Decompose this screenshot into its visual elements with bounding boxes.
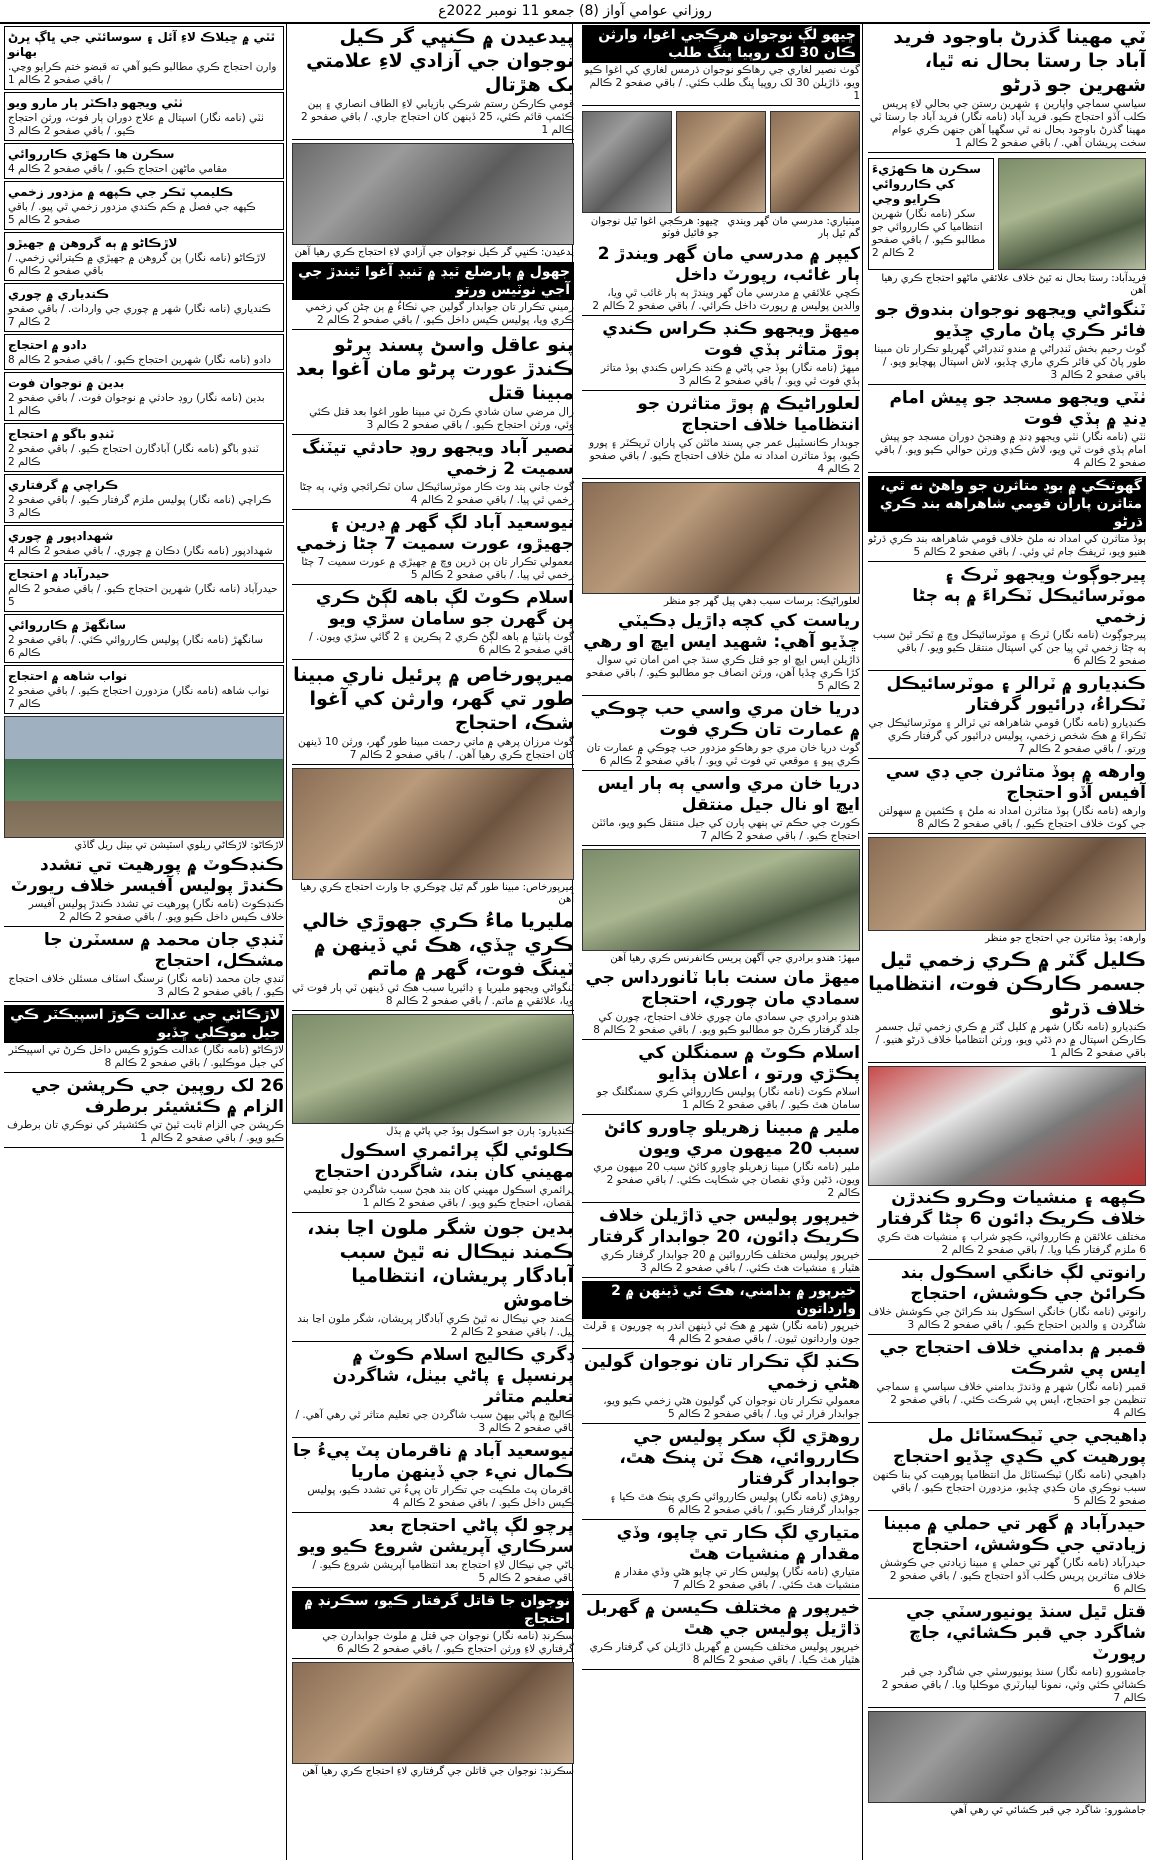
story-body: گوٺ جاني ٻند وٽ ڪار موٽرسائيڪل سان ٽڪرائجي وئي، ٻه ڄڻا زخمي ٿي پيا. / باقي صفحو 2 ڪالم 4 <box>299 481 574 506</box>
headline: دريا خان مري واسي حب چوڪي ۾ عمارت تان ڪري فوت <box>590 699 860 740</box>
story-state-dacoits <box>582 611 860 696</box>
headline: ٽنگواڻي ويجهو نوجوان بندوق جو فائر ڪري پاڻ ماري ڇڏيو <box>875 300 1146 341</box>
story-body: ڪنڊڪوٽ (نامه نگار) پورهيت تي تشدد ڪندڙ پوليس آفيسر خلاف ڪيس داخل ڪيو ويو. / باقي صفحو 2 ڪالم 2 <box>28 898 284 923</box>
story-body: سڪرنڊ (نامه نگار) نوجوان جي قتل ۾ ملوث جوابدارن جي گرفتاري لاءِ ورثن احتجاج ڪيو. / باقي صفحو 2 ڪالم 6 <box>322 1630 574 1655</box>
brief-headline: لاڙڪاڻو ۾ ٻه گروهن ۾ جهيڙو <box>8 236 178 250</box>
story-crackdown <box>868 1188 1146 1260</box>
headline: ٺٽي ويجهو مسجد جو پيش امام ڍنڍ ۾ ٻڏي فوت <box>889 388 1146 429</box>
story-body: لاڙڪاڻو (نامه نگار) عدالت ڪوڙو ڪيس داخل ڪرڻ تي اسپيڪٽر کي جيل موڪليو. / باقي صفحو 2 ڪالم 8 <box>8 1044 284 1069</box>
brief-body: سانگهڙ (نامه نگار) پوليس ڪارروائي ڪئي. / باقي صفحو 2 ڪالم 6 <box>8 634 264 659</box>
headline: گهوٽڪي ۾ بوڊ متاثرن جو واهڻ نه ٿي، متاثرن پاران قومي شاهراهه بند ڪري ڌرڻو <box>868 476 1146 532</box>
photo-caption: جامشورو: شاگرد جي قبر ڪشائي ٿي رهي آهي <box>950 1805 1146 1816</box>
photo-caption: ميرپورخاص: مبينا طور گم ٿيل ڇوڪري جا وارث احتجاج ڪري رهيا آهن <box>300 882 574 905</box>
story-body: معمولي تڪرار تان نوجوان کي گوليون هڻي زخمي ڪيو ويو، جوابدار فرار ٿي ويا. / باقي صفحو 2 ڪالم 5 <box>603 1395 860 1420</box>
headline: روهڙي لڳ سکر پوليس جي ڪارروائي، هڪ ٽن پنڪ هٿ، جوابدار گرفتار <box>619 1427 860 1489</box>
story-qambar <box>868 1338 1146 1423</box>
story-body: ملير (نامه نگار) مبينا زهريلو چاورو کائڻ سبب 20 ميهون مري ويون، ڌڻين وڏي نقصان جي شڪايت ڪئي. / باقي صفحو 2 ڪالم 2 <box>593 1161 860 1199</box>
headline: نصير آباد ويجهو روڊ حادثي تيٽنگ سميت 2 زخمي <box>301 438 574 479</box>
brief <box>4 26 284 90</box>
story-body: قومي ڪارڪن رستم شرڪي بازيابي لاءِ الطاف انصاري ۽ ٻين ڪئمپ قائم ڪئي، 25 ڏينهن کان احتجاج جاري. / باقي صفحو 2 ڪالم 1 <box>300 98 574 136</box>
headline: ڪپهه ۽ منشيات وڪرو ڪندڙن خلاف ڪريڪ ڊائون 6 ڄڻا گرفتار <box>877 1188 1146 1229</box>
headline: ڪنڊ لڳ تڪرار تان نوجوان گولين هڻي زخمي <box>584 1352 860 1393</box>
story-body: ناقرمان پٽ ملڪيت جي تڪرار تان پيءُ تي تشدد ڪيو، پوليس ڪيس داخل ڪيو. / باقي صفحو 2 ڪالم 4 <box>307 1484 574 1509</box>
headline: خيرپور ۾ بدامني، هڪ ئي ڏينهن ۾ 2 وارداتون <box>582 1281 860 1319</box>
story-body: روهڙي (نامه نگار) پوليس ڪارروائي ڪري پنڪ هٿ ڪيا ۽ جوابدار گرفتار ڪيو. / باقي صفحو 2 ڪالم 6 <box>609 1491 860 1516</box>
headline: جهول ۾ پارضلع ٽيڊ ۾ ٽنيڊ آغوا ٿيندڙ جي آجي نوٽيس ورتو <box>292 262 574 300</box>
headline: نيوسعيد آباد لڳ گهر ۾ ڍرين ۽ جهيڙو، عورت سميت 7 ڄڻا زخمي <box>296 513 574 554</box>
story-body: گوٺ نصير لغاري جي رهاڪو نوجوان ڌرمس لغاري کي اغوا ڪيو ويو، ڌاڙيلن 30 لک روپيا ڀنگ طلب ڪئي. / باقي صفحو 2 ڪالم 1 <box>584 64 860 102</box>
brief-body: ڪندياري (نامه نگار) شهر ۾ چوري جي واردات. / باقي صفحو 2 ڪالم 7 <box>8 303 271 328</box>
story-body: معمولي تڪرار تان ٻن ڌرين وچ ۾ جهيڙي ۾ عورت سميت 7 ڄڻا زخمي ٿي پيا. / باقي صفحو 2 ڪالم 5 <box>301 556 574 581</box>
story-body: جوبدار ڪانسٽيبل عمر جي پسند مائٽن کي پاران ٽريڪٽر ۽ پورو ڪيو، ٻوڏ متاثرن امداد نه ملڻ خلاف احتجاج ڪيو. / باقي صفحو 2 ڪالم 4 <box>589 437 860 475</box>
story-jhol-notice <box>292 262 574 330</box>
headline: نوجوان جا قاتل گرفتار ڪيو، سڪرنڊ ۾ احتجاج <box>292 1591 574 1629</box>
brief <box>4 283 284 332</box>
headline: رانوتي لڳ خانگي اسڪول بند ڪرائڻ جي ڪوشش، احتجاج <box>900 1263 1146 1304</box>
brief-headline: ڪندياري ۾ چوري <box>8 287 110 301</box>
headline: دريا خان مري واسي ٻه ٻار ايس ايڇ او نال جيل منتقل <box>597 774 860 815</box>
brief-headline: ٽنڊو باگو ۾ احتجاج <box>8 427 115 441</box>
headline: ڪنڊيارو ۾ ٽرالر ۽ موٽرسائيڪل ٽڪراءُ، ڊرائيور گرفتار <box>886 674 1146 715</box>
brief-body: ڪپهه جي فصل ۾ ڪم ڪندي مزدور زخمي ٿي پيو. / باقي صفحو 2 ڪالم 5 <box>8 201 256 226</box>
story-body: ڪورٽ جي حڪم تي ٻنهي ٻارن کي جيل منتقل ڪيو ويو، مائٽن احتجاج ڪيو. / باقي صفحو 2 ڪالم 7 <box>591 817 860 842</box>
story-body: جامشورو (نامه نگار) سنڌ يونيورسٽي جي شاگرد جي قبر ڪشائي ڪئي وئي، نمونا ليبارٽري موڪليا ويا. / باقي صفحو 2 ڪالم 7 <box>881 1666 1146 1704</box>
brief-headline: سانگهڙ ۾ ڪارروائي <box>8 618 126 632</box>
story-khairpur-crackdown <box>582 1206 860 1278</box>
story-dahiji <box>868 1426 1146 1511</box>
portrait-photo <box>582 111 672 213</box>
brief-body: حيدرآباد (نامه نگار) شهرين احتجاج ڪيو. / باقي صفحو 2 ڪالم 5 <box>8 583 278 608</box>
story-body: ڊاهيجي (نامه نگار) ٽيڪسٽائل مل انتظاميا پورهيت کي بنا ڪنهن سبب نوڪري مان ڪڍي ڇڏيو، مزدورن احتجاج ڪيو. / باقي صفحو 2 ڪالم 5 <box>872 1469 1146 1507</box>
headline: وارهه ۾ ٻوڏ متاثرن جي ڊي سي آفيس آڏو احتجاج <box>885 762 1146 803</box>
collapsed-house-photo <box>582 482 860 594</box>
photo-caption: وارهه: ٻوڏ متاثرن جي احتجاج جو منظر <box>985 933 1146 944</box>
story-kandiaro-trailer <box>868 674 1146 759</box>
headline: اسلام ڪوٽ ۾ سمنگلن کي پڪڙي ورتو ، اعلان ٻڌايو <box>638 1043 860 1084</box>
headline: ڊگري ڪاليج اسلام ڪوٽ ۾ پرنسپل ۽ پاڻي بيٺل، شاگردن تعليم متاثر <box>332 1345 574 1407</box>
story-mehar-drown <box>582 319 860 391</box>
brief <box>4 614 284 663</box>
story-body: ڪنڊيارو (نامه نگار) شهر ۾ کليل گٽر ۾ ڪري زخمي ٿيل جسمر ڪارڪن اسپتال ۾ دم ڌڻي ويو، ورثن انتظاميا خلاف ڌرڻو هنيو. / باقي صفحو 2 ڪالم 1 <box>875 1021 1146 1059</box>
photo-caption: ميهڙ: هندو برادري جي آگهن پريس ڪانفرنس ڪري رهيا آهن <box>610 953 860 964</box>
story-body: ڪمند جي نيڪال نه ٿيڻ ڪري آبادگار پريشان، شگر ملون اڃا بند پيل. / باقي صفحو 2 ڪالم 2 <box>297 1313 574 1338</box>
story-ranipur-school <box>868 1263 1146 1335</box>
story-hyderabad-attack <box>868 1514 1146 1599</box>
headline: لعلوراڻيڪ ۾ ٻوڙ متاثرن جو انتظاميا خلاف احتجاج <box>637 394 860 435</box>
story-pirjogoth-accident <box>868 565 1146 671</box>
brief <box>4 372 284 421</box>
brief-body: بدين (نامه نگار) روڊ حادثي ۾ نوجوان فوت. / باقي صفحو 2 ڪالم 1 <box>8 392 265 417</box>
story-body: ڪاليج ۾ پاڻي بيهڻ سبب شاگردن جي تعليم متاثر ٿي رهي آهي. / باقي صفحو 2 ڪالم 3 <box>295 1409 574 1434</box>
story-cashier-corruption <box>4 1076 284 1148</box>
brief-headline: بدين ۾ نوجوان فوت <box>8 376 125 390</box>
headline: نيوسعيد آباد ۾ ناقرمان پٽ پيءُ جا ڪمال نيء جي ڏينهن ماريا <box>292 1441 574 1482</box>
sakrand-photo <box>292 1662 574 1764</box>
column-3 <box>292 24 574 1860</box>
story-larkana-court <box>4 1005 284 1073</box>
headline: ڪلوئي لڳ پرائمري اسڪول مهيني کان بند، شاگردن احتجاج <box>314 1141 574 1182</box>
story-mirpurkhas-girl <box>292 663 574 765</box>
photo-row <box>868 156 1146 272</box>
brief <box>4 525 284 561</box>
headline: ڪليل گٽر ۾ ڪري زخمي ٿيل جسمر ڪارڪن فوت، انتظاميا خلاف ڌرڻو <box>868 949 1146 1019</box>
story-malaria <box>292 909 574 1011</box>
photo-caption: سڪرنڊ: نوجوان جي قاتلن جي گرفتاري لاءِ احتجاج ڪري رهيا آهن <box>302 1766 574 1777</box>
story-kandhkot-police <box>4 855 284 927</box>
brief <box>4 181 284 230</box>
story-body: خيرپور (نامه نگار) شهر ۾ هڪ ئي ڏينهن اندر ٻه چوريون ۽ ڦرلٽ جون وارداتون ٿيون. / باقي صفحو 2 ڪالم 4 <box>582 1320 860 1345</box>
photo-caption: لعلوراڻيڪ: برسات سبب ڊهي پيل گهر جو منظر <box>663 596 860 607</box>
story-body: متياري (نامه نگار) پوليس ڪار تي چاپو هڻي وڏي مقدار ۾ منشيات هٿ ڪئي. / باقي صفحو 2 ڪالم 7 <box>614 1566 860 1591</box>
brief-headline: ٿٽي ۾ ڇيلاڪ لاءِ آئل ۽ سوسائٽي جي ڀاڳ ڀرڻ بهانو <box>8 30 275 59</box>
story-kaloi-school <box>292 1141 574 1213</box>
brief-body: ڪراچي (نامه نگار) پوليس ملزم گرفتار ڪيو. / باقي صفحو 2 ڪالم 3 <box>8 494 272 519</box>
brief <box>4 232 284 281</box>
portrait-row <box>582 109 860 215</box>
headline: لاڙڪاڻي جي عدالت ڪوڙ اسپيڪٽر ڪي جيل موڪلي ڇڏيو <box>4 1005 284 1043</box>
headline: پيدعيدن ۾ ڪنڀي گر ڪيل نوجوان جي آزادي لاءِ علامتي بک هڙتال <box>306 26 574 96</box>
headline: اسلام ڪوٽ لڳ باهه لڳڻ ڪري ٻن گهرن جو سامان سڙي ويو <box>315 588 574 629</box>
story-body: ڌاڙيلن ايس ايڇ او جو قتل ڪري سنڌ جي امن امان تي سوال کڙا ڪري ڇڏيا آهن، ورثن انصاف جو مطالبو ڪيو. / باقي صفحو 2 ڪالم 5 <box>586 654 860 692</box>
headline: کيپر ۾ مدرسي مان گهر ويندڙ 2 ٻار غائب، رپورٽ داخل <box>597 244 860 285</box>
column-rule <box>862 24 863 1860</box>
brief <box>4 665 284 714</box>
brief-headline: حيدرآباد ۾ احتجاج <box>8 567 110 581</box>
story-son-father <box>292 1441 574 1513</box>
brief-body: وارن احتجاج ڪري مطالبو ڪيو آهي ته قبضو ختم ڪرايو وڃي. / باقي صفحو 2 ڪالم 1 <box>8 61 277 86</box>
story-body: خيرپور پوليس مختلف ڪيسن ۾ گهربل ڌاڙيلن کي گرفتار ڪري هٿيار هٿ ڪيا. / باقي صفحو 2 ڪالم 8 <box>589 1641 860 1666</box>
brief <box>4 143 284 179</box>
headline: ڊاهيجي جي ٽيڪسٽائل مل پورهيت کي ڪڍي ڇڏيو احتجاج <box>893 1426 1146 1467</box>
headline: ميهڙ ويجهو ڪنڊ ڪراس ڪندي ٻوڙ متاثر ٻڏي فوت <box>602 319 860 360</box>
headline: ٽنڊي جان محمد ۾ سسٽرن جا مشڪل، احتجاج <box>43 930 284 971</box>
brief-body: لاڙڪاڻو (نامه نگار) ٻن گروهن ۾ جهيڙي ۾ ڪيترائي زخمي. / باقي صفحو 2 ڪالم 6 <box>8 252 266 277</box>
photo-caption: ميٽياري: مدرسي مان گهر ويندي گم ٿيل ٻار <box>727 216 860 239</box>
hunger-strike-photo <box>292 143 574 245</box>
story-exhumation <box>868 1602 1146 1708</box>
story-ghotki-flood <box>868 476 1146 562</box>
brief-headline: ٺٽي ويجهو ڊاڪٽر ٻار مارو ويو <box>8 96 183 110</box>
headline: رياست کي کچه ڊاڙيل ڊڪيٽي ڇڏيو آهي: شهيد ايس ايڇ او رهي <box>583 611 860 652</box>
photo-caption: فريدآباد: رستا بحال نه ٿيڻ خلاف علائقي ماڻهو احتجاج ڪري رهيا آهن <box>881 273 1146 296</box>
caption-row <box>582 215 860 243</box>
story-saeedabad-fight <box>292 513 574 585</box>
story-body: ٻوڏ متاثرن کي امداد نه ملڻ خلاف قومي شاهراهه بند ڪري ڌرڻو هنيو ويو، ٽريفڪ جام ٿي وئي. / باقي صفحو 2 ڪالم 5 <box>868 533 1146 558</box>
story-tangwani-suicide <box>868 300 1146 385</box>
headline: خيرپور ۾ مختلف ڪيسن ۾ گهربل ڌاڙيل پوليس جي هٿ <box>585 1598 860 1639</box>
headline: 26 لک روپين جي ڪرپشن جي الزام ۾ ڪئشيئر برطرف <box>31 1076 284 1117</box>
headline: ڀرچو لڳ پاڻي احتجاج بعد سرڪاري آپريشن شروع ڪيو ويو <box>298 1516 574 1557</box>
story-body: گوٺ دريا خان مري جو رهاڪو مزدور حب چوڪي ۾ عمارت تان ڪري پيو ۽ موقعي تي فوت ٿي ويو. / باقي صفحو 2 ڪالم 6 <box>586 742 860 767</box>
story-body: پيرجوڳوٺ (نامه نگار) ٽرڪ ۽ موٽرسائيڪل وچ ۾ ٽڪر ٿيڻ سبب ٻه ڄڻا زخمي ٿي پيا جن کي اسپتال منتقل ڪيو ويو. / باقي صفحو 2 ڪالم 6 <box>872 629 1146 667</box>
story-madrasa-children <box>582 244 860 316</box>
story-body: سياسي سماجي واپارين ۽ شهرين رستن جي بحالي لاءِ پريس ڪلب آڏو احتجاج ڪيو. فريد آباد (نامه نگار) فريد آباد جا رستا ٽي مهينا گذرڻ باوجود بحال نه ٿي سگهيا آهن جنهن ڪري عوام سخت پريشان آهي. / باقي صفحو 2 ڪالم 1 <box>869 98 1146 149</box>
story-tando-jan-mohammad <box>4 930 284 1002</box>
story-body: ٽنگواڻي ويجهو مليريا ۽ ڊائيريا سبب هڪ ئي ڏينهن ٽي ٻار فوت ٿي ويا، علائقي ۾ ماتم. / باقي صفحو 2 ڪالم 8 <box>292 982 574 1007</box>
brief-headline: سڪرن ها ڪهڙيءَ کي ڪارروائي ڪرايو وڃي <box>872 162 981 206</box>
story-body: ٺٽي (نامه نگار) ٺٽي ويجهو ڍنڍ ۾ وهنجڻ دوران مسجد جو پيش امام ٻڏي فوت ٿي ويو، لاش ڪڍي ورثن حوالي ڪيو ويو. / باقي صفحو 2 ڪالم 4 <box>874 431 1146 469</box>
story-body: حيدرآباد (نامه نگار) گهر تي حملي ۽ مبينا زيادتي جي ڪوشش خلاف متاثرين پريس ڪلب آڏو احتجاج ڪيو. / باقي صفحو 2 ڪالم 6 <box>880 1557 1146 1595</box>
headline: ٽي مهينا گذرڻ باوجود فريد آباد جا رستا بحال نه ٿيا، شهرين جو ڌرڻو <box>893 26 1146 96</box>
story-body: زميني تڪرار تان جوابدار گولين جي ٺڪاءُ ۾ ٻن ڄڻن کي زخمي ڪري ويا، پوليس ڪيس داخل ڪيو. / باقي صفحو 2 ڪالم 2 <box>305 301 574 326</box>
brief-body: مقامي ماڻهن احتجاج ڪيو. / باقي صفحو 2 ڪالم 4 <box>8 163 228 175</box>
story-islamkot-smuggling <box>582 1043 860 1115</box>
protest-photo <box>998 158 1146 270</box>
story-body: وارهه (نامه نگار) ٻوڏ متاثرن امداد نه ملڻ ۽ ڪئمپن ۾ سهولتن جي کوٽ خلاف احتجاج ڪيو. / باقي صفحو 2 ڪالم 8 <box>878 805 1146 830</box>
story-body: پاڻي جي نيڪال لاءِ احتجاج بعد انتظاميا آپريشن شروع ڪيو. / باقي صفحو 2 ڪالم 5 <box>312 1559 574 1584</box>
story-lalorani-protest <box>582 394 860 479</box>
school-flood-photo <box>292 1014 574 1124</box>
headline: بدين جون شگر ملون اڃا بند، ڪمند نيڪال نه ٿيڻ سبب آبادگار پريشان، انتظاميا خاموش <box>307 1217 574 1311</box>
headline: ڇيهو لڳ نوجوان هرڪجي اغوا، وارثن ڪان 30 لک روپيا ڀنگ طلب <box>582 25 860 63</box>
brief <box>4 334 284 370</box>
brief-body: ٽنڊو باگو (نامه نگار) آبادگارن احتجاج ڪيو. / باقي صفحو 2 ڪالم 2 <box>8 443 259 468</box>
story-body: گوٺ رحيم بخش ٽنڊراڻي ۾ مندو ٽنڊراڻي گهريلو تڪرار تان مبينا طور پاڻ کي فائر ڪري ماري ڇڏيو، لاش اسپتال پهچايو ويو. / باقي صفحو 2 ڪالم 3 <box>874 343 1146 381</box>
story-body: ٽنڊي جان محمد (نامه نگار) نرسنگ اسٽاف مسئلن خلاف احتجاج ڪيو. / باقي صفحو 2 ڪالم 3 <box>8 973 284 998</box>
story-body: مختلف علائقن ۾ ڪارروائي، ڪچو شراب ۽ منشيات هٿ ڪري 6 ملزم گرفتار ڪيا ويا. / باقي صفحو 2 ڪالم 2 <box>877 1231 1146 1256</box>
story-sakrand-protest <box>292 1591 574 1659</box>
column-1 <box>868 24 1146 1860</box>
headline: ميرپورخاص ۾ پرئيل ناري مبينا طور تي گهر، وارثن کي آغوا شڪ، احتجاج <box>293 664 574 734</box>
story-matiari-raid <box>582 1523 860 1595</box>
brief <box>4 423 284 472</box>
brief-body: ٺٽي (نامه نگار) اسپتال ۾ علاج دوران ٻار فوت، ورثن احتجاج ڪيو. / باقي صفحو 2 ڪالم 3 <box>8 112 264 137</box>
story-islamkot-fire <box>292 588 574 660</box>
brief-headline: ڪليمپ ٽڪر جي ڪپهه ۾ مزدور زخمي <box>8 185 234 199</box>
portrait-photo <box>770 111 860 213</box>
mirpurkhas-photo <box>292 768 574 880</box>
story-body: ڪنڊيارو (نامه نگار) قومي شاهراهه تي ٽرالر ۽ موٽرسائيڪل جي ٽڪراءَ ۾ هڪ شخص زخمي، پوليس ڊرائيور کي گرفتار ڪري ورتو. / باقي صفحو 2 ڪالم 7 <box>868 717 1146 755</box>
brief <box>4 563 284 612</box>
brief <box>4 92 284 141</box>
story-farid-abad <box>868 25 1146 153</box>
flags-protest-photo <box>868 1066 1146 1186</box>
brief-headline: شهدادپور ۾ چوري <box>8 529 114 543</box>
brief-headline: ڪراچي ۾ گرفتاري <box>8 478 119 492</box>
side-brief <box>868 158 994 270</box>
headline: متياري لڳ ڪار تي چاپو، وڏي مقدار ۾ منشيات هٿ <box>616 1523 860 1564</box>
headline: قمبر ۾ بدامني خلاف احتجاج جي ايس پي شرڪت <box>879 1338 1146 1379</box>
photo-caption: ڪنڊيارو: ٻارن جو اسڪول ٻوڏ جي پاڻي ۾ ٻڏل <box>386 1126 574 1137</box>
headline: حيدرآباد ۾ گهر تي حملي ۾ مبينا زيادتي جي ڪوشش، احتجاج <box>883 1514 1146 1555</box>
story-malir-buffaloes <box>582 1118 860 1203</box>
brief-body: شهدادپور (نامه نگار) دڪان ۾ چوري. / باقي صفحو 2 ڪالم 4 <box>8 545 273 557</box>
story-body: زال مرضي سان شادي ڪرڻ تي مبينا طور اغوا بعد قتل ڪئي وئي، ورثن احتجاج ڪيو. / باقي صفحو 2 ڪالم 3 <box>309 406 574 431</box>
story-naseerabad-accident <box>292 438 574 510</box>
column-4 <box>4 24 284 1860</box>
story-rohri-police <box>582 1427 860 1520</box>
brief-headline: دادو ۾ احتجاج <box>8 338 87 352</box>
headline: پيرجوڳوٺ ويجهو ٽرڪ ۽ موٽرسائيڪل ٽڪراءَ ۾ ٻه ڄڻا زخمي <box>912 565 1146 627</box>
masthead: روزاني عوامي آواز (8) جمعو 11 نومبر 2022ع <box>0 0 1150 24</box>
train-photo <box>4 716 284 838</box>
photo-caption: پدعيدن: ڪنڀي گر ڪيل نوجوان جي آزادي لاءِ احتجاج ڪري رهيا آهن <box>294 247 574 258</box>
story-thatta-imam <box>868 388 1146 473</box>
story-islamkot-college <box>292 1345 574 1438</box>
headline: مليريا ماءُ ڪري جهوڙي خالي ڪري ڇڏي، هڪ ئي ڏينهن ۾ ٽينگ فوت، گهر ۾ ماتم <box>302 910 574 980</box>
story-body: اسلام ڪوٽ (نامه نگار) پوليس ڪارروائي ڪري سمنگلنگ جو سامان هٿ ڪيو. / باقي صفحو 2 ڪالم 1 <box>596 1086 860 1111</box>
brief-body: نواب شاهه (نامه نگار) مزدورن احتجاج ڪيو. / باقي صفحو 2 ڪالم 7 <box>8 685 270 710</box>
warah-photo <box>868 837 1146 931</box>
story-body: ڪرپشن جي الزام ثابت ٿيڻ تي ڪئشيئر کي نوڪري تان برطرف ڪيو ويو. / باقي صفحو 2 ڪالم 1 <box>7 1119 284 1144</box>
brief-headline: سڪرن ها ڪهڙي ڪارروائي <box>8 147 175 161</box>
column-2 <box>582 24 860 1860</box>
story-body: قمبر (نامه نگار) شهر ۾ وڌندڙ بدامني خلاف سياسي ۽ سماجي تنظيمن جو احتجاج، ايس پي شرڪت ڪئي. / باقي صفحو 2 ڪالم 4 <box>876 1381 1146 1419</box>
story-hub-fall <box>582 699 860 771</box>
story-khairpur-crime <box>582 1281 860 1349</box>
photo-caption: ڇيهو: هرڪجي اغوا ٿيل نوجوان جو فائيل فوٽو <box>590 216 719 239</box>
story-body: گوٺ ٻانٽيا ۾ باهه لڳڻ ڪري 2 ٻڪرين ۽ 2 گائي سڙي ويون. / باقي صفحو 2 ڪالم 6 <box>309 631 574 656</box>
headline: قتل ٿيل سنڌ يونيورسٽي جي شاگرد جي قبر ڪشائي، جاچ رپورٽ <box>905 1602 1146 1664</box>
column-rule <box>286 24 287 1860</box>
brief-body: سکر (نامه نگار) شهرين انتظاميا کي ڪارروائي جو مطالبو ڪيو. / باقي صفحو 2 ڪالم 2 <box>872 208 986 259</box>
story-samadhi-theft <box>582 968 860 1040</box>
story-bhirchu-water <box>292 1516 574 1588</box>
story-body: ڪچي علائقي ۾ مدرسي مان گهر ويندڙ ٻه ٻار غائب ٿي ويا، والدين پوليس ۾ رپورٽ داخل ڪرائي. / باقي صفحو 2 ڪالم 2 <box>592 287 860 312</box>
story-body: ميهڙ (نامه نگار) ٻوڏ جي پاڻي ۾ ڪنڊ ڪراس ڪندي ٻوڏ متاثر ٻڏي فوت ٿي ويو. / باقي صفحو 2 ڪالم 3 <box>600 362 860 387</box>
story-open-gutter <box>868 948 1146 1063</box>
story-body: رانوتي (نامه نگار) خانگي اسڪول بند ڪرائڻ جي ڪوشش خلاف شاگردن ۽ والدين احتجاج ڪيو. / باقي صفحو 2 ڪالم 3 <box>868 1306 1146 1331</box>
story-body: خيرپور پوليس مختلف ڪارروائين ۾ 20 جوابدار گرفتار ڪري هٿيار ۽ منشيات هٿ ڪئي. / باقي صفحو 2 ڪالم 3 <box>600 1249 860 1274</box>
story-children-jail <box>582 774 860 846</box>
headline: پنو عاقل واسڻ پسند پرڻو ڪندڙ عورت پرڻو مان آغوا بعد مبينا قتل <box>296 334 574 404</box>
story-hunger-strike <box>292 25 574 140</box>
headline: ڪنڊڪوٽ ۾ پورهيت تي تشدد ڪندڙ پوليس آفيسر خلاف ريورٽ <box>10 855 284 896</box>
story-warah-protest <box>868 762 1146 834</box>
brief-headline: نواب شاهه ۾ احتجاج <box>8 669 128 683</box>
press-conference-photo <box>582 849 860 951</box>
photo-caption: لاڙڪاڻو: لاڙڪاڻي ريلوي اسٽيشن تي بيٺل ريل گاڏي <box>74 840 284 851</box>
story-shooting <box>582 1352 860 1424</box>
brief-body: دادو (نامه نگار) شهرين احتجاج ڪيو. / باقي صفحو 2 ڪالم 8 <box>8 354 272 366</box>
story-chhejo-kidnap <box>582 25 860 106</box>
brief <box>4 474 284 523</box>
story-body: هندو برادري جي سمادي مان چوري خلاف احتجاج، چورن کي جلد گرفتار ڪرڻ جو مطالبو ڪيو ويو. / باقي صفحو 2 ڪالم 8 <box>593 1011 860 1036</box>
story-pano-aqil-murder <box>292 333 574 435</box>
story-khairpur-wanted <box>582 1598 860 1670</box>
headline: خيرپور پوليس جي ڌاڙيلن خلاف ڪريڪ ڊائون، 20 جوابدار گرفتار <box>589 1206 860 1247</box>
story-body: پرائمري اسڪول مهيني کان بند هجڻ سبب شاگردن جو تعليمي نقصان، احتجاج ڪيو ويو. / باقي صفحو 2 ڪالم 1 <box>303 1184 574 1209</box>
headline: ميهڙ مان سنت بابا ٽانورداس جي سمادي مان چوري، احتجاج <box>585 968 860 1009</box>
exhumation-photo <box>868 1711 1146 1803</box>
headline: ملير ۾ مبينا زهريلو چاورو کائڻ سبب 20 ميهون مري ويون <box>604 1118 860 1159</box>
story-body: گوٺ مرزان پرهي ۾ ماتي رحمت مبينا طور گهر، ورثن 10 ڏينهن کان احتجاج ڪري رهيا آهن. / باقي صفحو 2 ڪالم 7 <box>298 736 574 761</box>
portrait-photo <box>676 111 766 213</box>
story-badin-sugar <box>292 1216 574 1342</box>
